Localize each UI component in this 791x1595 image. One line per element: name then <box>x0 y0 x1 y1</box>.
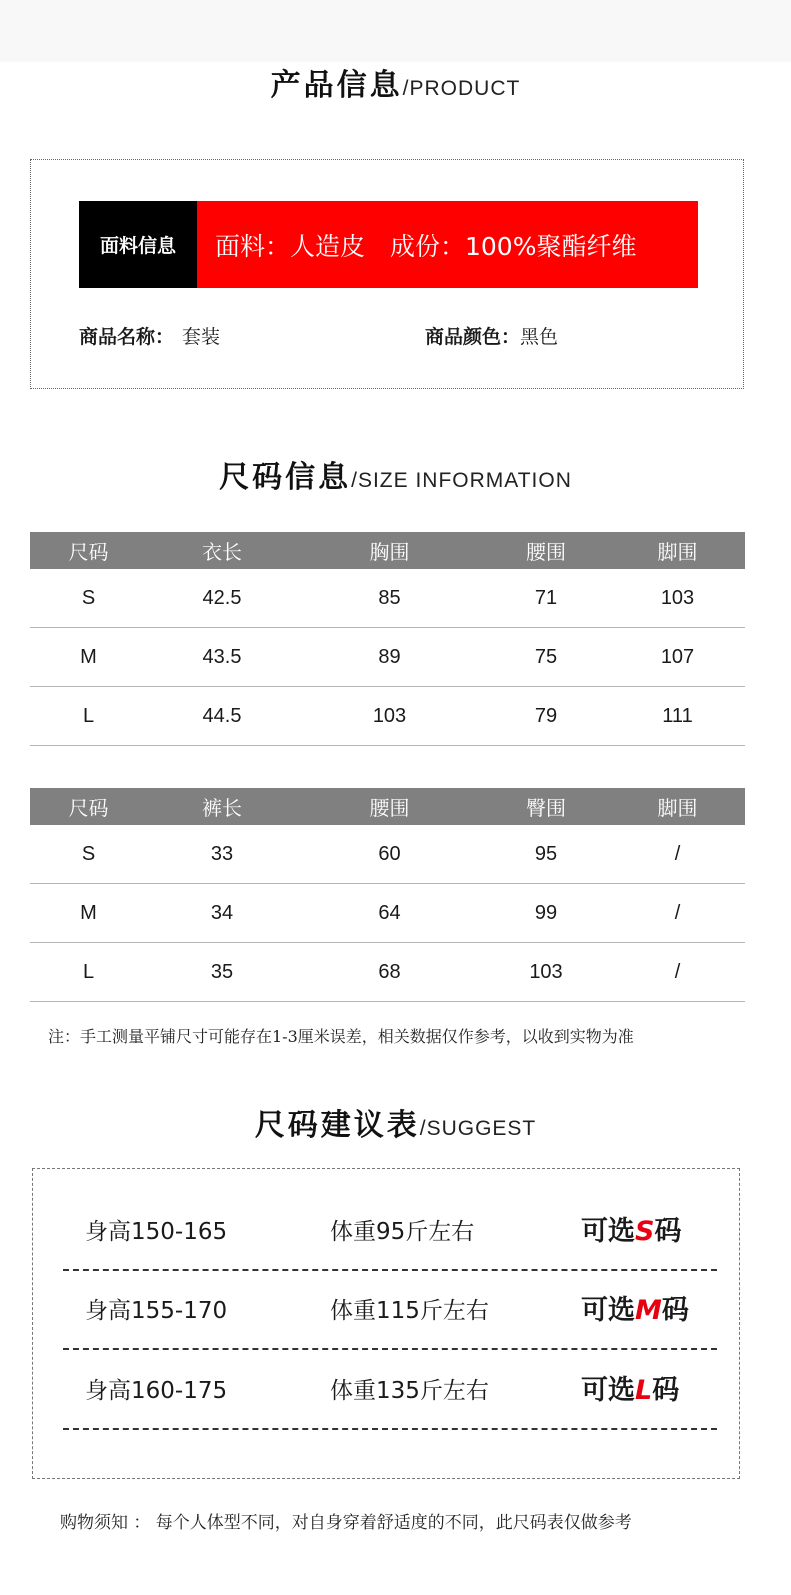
suggest-title-en: /SUGGEST <box>419 1117 537 1140</box>
table-cell: 111 <box>610 687 745 746</box>
table-header-row <box>30 788 745 825</box>
table-header-cell: 脚围 <box>610 788 745 825</box>
table-header-cell: 腰围 <box>297 788 482 825</box>
table-cell: 75 <box>482 628 610 687</box>
table-cell: 107 <box>610 628 745 687</box>
table-cell: / <box>610 884 745 943</box>
table-cell: 60 <box>297 825 482 884</box>
table-row <box>30 687 745 746</box>
table-header-cell: 腰围 <box>482 532 610 569</box>
suggest-pick <box>581 1368 679 1407</box>
table-cell: 42.5 <box>147 569 297 628</box>
product-section-title <box>0 60 791 104</box>
table-cell: 103 <box>482 943 610 1002</box>
suggest-size: S <box>635 1216 655 1247</box>
table-cell: 44.5 <box>147 687 297 746</box>
top-size-table <box>30 532 745 746</box>
table-cell: 33 <box>147 825 297 884</box>
table-row <box>30 884 745 943</box>
table-row <box>30 943 745 1002</box>
dashed-divider <box>63 1428 717 1430</box>
suggest-row <box>63 1191 717 1271</box>
table-cell: M <box>30 884 147 943</box>
suggest-title-cn: 尺码建议表 <box>254 1108 420 1143</box>
suggest-row <box>63 1270 717 1350</box>
product-name-label: 商品名称： <box>79 326 175 348</box>
table-cell: 35 <box>147 943 297 1002</box>
table-cell: S <box>30 825 147 884</box>
suggest-row <box>63 1350 717 1430</box>
suggest-pick-prefix: 可选 <box>581 1295 635 1326</box>
suggest-pick-suffix: 码 <box>654 1216 682 1247</box>
pants-size-table <box>30 788 745 1002</box>
table-header-cell: 臀围 <box>482 788 610 825</box>
suggest-size: L <box>635 1375 653 1406</box>
product-title-en: /PRODUCT <box>402 77 521 100</box>
table-cell: 103 <box>610 569 745 628</box>
suggest-size: M <box>635 1295 662 1326</box>
table-cell: 103 <box>297 687 482 746</box>
suggest-pick <box>581 1288 689 1327</box>
table-header-row <box>30 532 745 569</box>
product-name-value: 套装 <box>182 326 221 348</box>
size-title-en: /SIZE INFORMATION <box>351 469 572 492</box>
suggest-weight: 体重135斤左右 <box>330 1378 489 1404</box>
suggest-weight: 体重95斤左右 <box>330 1219 475 1245</box>
size-title-cn: 尺码信息 <box>219 460 352 495</box>
table-cell: 89 <box>297 628 482 687</box>
product-color-value: 黑色 <box>520 326 559 348</box>
table-cell: S <box>30 569 147 628</box>
table-cell: / <box>610 943 745 1002</box>
size-section-title <box>0 452 791 496</box>
table-header-cell: 胸围 <box>297 532 482 569</box>
suggest-pick-prefix: 可选 <box>581 1375 635 1406</box>
product-name <box>79 322 220 349</box>
suggest-weight: 体重115斤左右 <box>330 1298 489 1324</box>
product-color-label: 商品颜色： <box>425 326 521 348</box>
table-cell: L <box>30 943 147 1002</box>
table-header-cell: 衣长 <box>147 532 297 569</box>
table-cell: 71 <box>482 569 610 628</box>
table-cell: 34 <box>147 884 297 943</box>
table-cell: L <box>30 687 147 746</box>
suggest-pick-prefix: 可选 <box>581 1216 635 1247</box>
table-cell: 64 <box>297 884 482 943</box>
product-color <box>425 322 558 349</box>
table-cell: 43.5 <box>147 628 297 687</box>
product-title-cn: 产品信息 <box>270 68 403 103</box>
table-cell: 68 <box>297 943 482 1002</box>
table-cell: 79 <box>482 687 610 746</box>
suggest-height: 身高155-170 <box>85 1298 228 1324</box>
table-cell: 85 <box>297 569 482 628</box>
table-cell: 95 <box>482 825 610 884</box>
measurement-note: 注：手工测量平铺尺寸可能存在1-3厘米误差，相关数据仅作参考，以收到实物为准 <box>48 1027 634 1046</box>
shopping-note: 购物须知 ： 每个人体型不同，对自身穿着舒适度的不同，此尺码表仅做参考 <box>60 1513 632 1533</box>
table-row <box>30 569 745 628</box>
table-row <box>30 628 745 687</box>
table-cell: / <box>610 825 745 884</box>
suggest-section-title <box>0 1100 791 1144</box>
table-header-cell: 尺码 <box>30 788 147 825</box>
suggest-pick-suffix: 码 <box>661 1295 689 1326</box>
table-header-cell: 脚围 <box>610 532 745 569</box>
fabric-bar <box>79 201 698 288</box>
table-header-cell: 裤长 <box>147 788 297 825</box>
table-cell: M <box>30 628 147 687</box>
fabric-value: 面料：人造皮 成份：100%聚酯纤维 <box>197 201 698 288</box>
suggest-pick <box>581 1209 681 1248</box>
fabric-label: 面料信息 <box>79 201 197 288</box>
suggest-pick-suffix: 码 <box>652 1375 680 1406</box>
table-cell: 99 <box>482 884 610 943</box>
suggest-height: 身高160-175 <box>85 1378 228 1404</box>
table-header-cell: 尺码 <box>30 532 147 569</box>
table-row <box>30 825 745 884</box>
suggest-height: 身高150-165 <box>85 1219 228 1245</box>
top-banner <box>0 0 791 62</box>
